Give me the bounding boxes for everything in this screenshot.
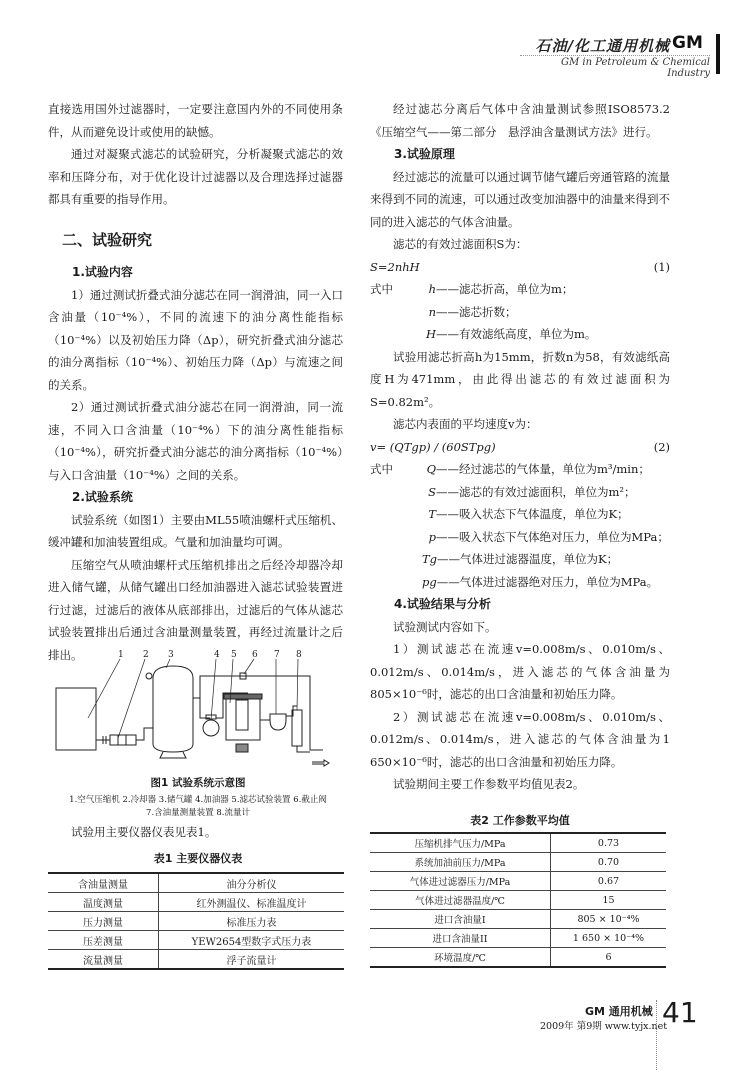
paragraph: 经过滤芯分离后气体中含油量测试参照ISO8573.2《压缩空气——第二部分 悬浮油含量测试方法》进行。 [370, 102, 670, 139]
table-row [370, 948, 666, 968]
table-row [48, 912, 344, 931]
header-divider [520, 55, 710, 56]
table-row [370, 833, 666, 853]
subsection-heading: 1.试验内容 [72, 265, 133, 279]
table-cell: 气体进过滤器压力/MPa [370, 872, 551, 891]
formula-number: (2) [653, 439, 670, 454]
symbol: S [428, 484, 436, 499]
formula-text: S=2nhH [370, 259, 420, 274]
table1 [48, 872, 344, 970]
page-number: 41 [662, 996, 698, 1029]
definition: ——滤芯折数； [436, 304, 517, 319]
table-row [370, 891, 666, 910]
table1-title: 表1 主要仪器仪表 [153, 852, 243, 865]
paragraph: 试验期间主要工作参数平均值见表2。 [393, 777, 585, 791]
where-label: 式中 [370, 282, 393, 296]
filter-housing [226, 696, 260, 740]
paragraph: 试验系统（如图1）主要由ML55喷油螺杆式压缩机、缓冲罐和加油装置组成。气量和加油量均可调。 [48, 512, 343, 549]
diagram-label: 4 [214, 650, 220, 660]
symbol: n [428, 304, 436, 319]
table-cell: 环境温度/℃ [370, 948, 551, 968]
table-cell: 15 [551, 891, 667, 910]
diagram-label: 3 [168, 650, 174, 660]
diagram-label: 2 [143, 650, 149, 660]
diagram-label: 5 [231, 650, 237, 660]
subsection-heading: 3.试验原理 [394, 147, 455, 161]
table-cell: 805 × 10⁻⁴% [551, 910, 667, 929]
diagram-label: 1 [118, 650, 124, 660]
paragraph: 滤芯的有效过滤面积S为： [393, 237, 528, 251]
table-cell: 气体进过滤器温度/℃ [370, 891, 551, 910]
table-row [370, 929, 666, 948]
table-row [48, 873, 344, 893]
journal-title-cn: 石油/化工通用机械 [535, 37, 670, 55]
table2-title: 表2 工作参数平均值 [470, 814, 570, 827]
table2 [370, 832, 666, 968]
table-cell: 1 650 × 10⁻⁴% [551, 929, 667, 948]
oil-meter [270, 714, 286, 730]
right-column [370, 98, 670, 796]
table-cell: 油分分析仪 [159, 873, 345, 893]
table-cell: 浮子流量计 [159, 950, 345, 970]
left-column [48, 98, 343, 666]
table-cell: 压力测量 [48, 912, 159, 931]
table-cell: 系统加油前压力/MPa [370, 853, 551, 872]
table-row [48, 893, 344, 912]
definition: ——经过滤芯的气体量，单位为m³/min； [436, 462, 650, 476]
footer-divider [656, 1000, 657, 1070]
table-cell: YEW2654型数字式压力表 [159, 931, 345, 950]
paragraph: 直接选用国外过滤器时，一定要注意国内外的不同使用条件，从而避免设计或使用的缺憾。 [48, 102, 343, 139]
table-row [370, 853, 666, 872]
table-cell: 红外测温仪、标准温度计 [159, 893, 345, 912]
definition: ——吸入状态下气体绝对压力，单位为MPa； [436, 529, 669, 544]
section-heading: 二、试验研究 [62, 230, 153, 249]
diagram-label: 7 [274, 650, 280, 660]
table-cell: 压缩机排气压力/MPa [370, 833, 551, 853]
formula-text: v= (QTgp) / (60STpg) [370, 439, 496, 454]
diagram-label: 6 [252, 650, 258, 660]
symbol: Tg [422, 552, 438, 566]
header-bar [716, 34, 720, 74]
definition: ——气体进过滤器绝对压力，单位为MPa。 [436, 574, 659, 589]
table-cell: 压差测量 [48, 931, 159, 950]
air-tank [153, 666, 193, 752]
symbol: h [428, 282, 436, 296]
cooler [110, 735, 136, 745]
symbol: p [428, 529, 436, 544]
figure-legend-line: 1.空气压缩机 2.冷却器 3.储气罐 4.加油器 5.滤芯试验装置 6.截止阀 [69, 795, 327, 805]
symbol: Q [426, 462, 436, 476]
where-label: 式中 [370, 462, 393, 476]
definition: ——吸入状态下气体温度，单位为K； [436, 507, 629, 521]
figure-legend [48, 794, 348, 820]
definition: ——滤芯折高，单位为m； [436, 282, 574, 296]
paragraph: 通过对凝聚式滤芯的试验研究，分析凝聚式滤芯的效率和压降分布，对于优化设计过滤器以及合理选择过滤器都具有重要的指导作用。 [48, 147, 343, 206]
symbol: H [425, 327, 436, 341]
table-cell: 温度测量 [48, 893, 159, 912]
table-cell: 0.70 [551, 853, 667, 872]
figure-legend-line: 7.含油量测量装置 8.流量计 [146, 808, 250, 818]
table-row [48, 950, 344, 970]
symbol: pg [422, 574, 437, 589]
table-row [48, 931, 344, 950]
paragraph: 经过滤芯的流量可以通过调节储气罐后旁通管路的流量来得到不同的流速，可以通过改变加油器中的油量来得到不同的进入滤芯的气体含油量。 [370, 169, 670, 229]
footer-logo: GM 通用机械 [585, 1005, 653, 1018]
diagram-label: 8 [296, 650, 302, 660]
formula-1 [370, 256, 670, 279]
definition: ——有效滤纸高度，单位为m。 [436, 327, 597, 341]
table-cell: 0.73 [551, 833, 667, 853]
test-system-diagram [48, 648, 348, 770]
subsection-heading: 2.试验系统 [72, 490, 133, 504]
subsection-heading: 4.试验结果与分析 [394, 597, 491, 611]
journal-logo: GM [672, 33, 703, 53]
figure-caption: 图1 试验系统示意图 [150, 777, 246, 789]
paragraph: 1）通过测试折叠式油分滤芯在同一润滑油，同一入口含油量（10⁻⁴%），不同的流速下的油分离性能指标（10⁻⁴%）以及初始压力降（Δp），研究折叠式油分滤芯的油分离指标（10⁻⁴%）、初始压力降（Δp）与流速之间的关系。 [48, 287, 343, 392]
table-cell: 流量测量 [48, 950, 159, 970]
table-cell: 进口含油量II [370, 929, 551, 948]
symbol: T [428, 507, 436, 521]
table-cell: 含油量测量 [48, 873, 159, 893]
table-cell: 标准压力表 [159, 912, 345, 931]
definition: ——滤芯的有效过滤面积，单位为m²； [436, 484, 636, 499]
paragraph: 1）测试滤芯在流速v=0.008m/s、0.010m/s、0.012m/s、0.014m/s，进入滤芯的气体含油量为805×10⁻⁶时，滤芯的出口含油量和初始压力降。 [370, 642, 670, 701]
paragraph: 滤芯内表面的平均速度v为： [393, 417, 538, 431]
journal-title-en: GM in Petroleum & Chemical Industry [561, 57, 710, 79]
paragraph: 2）测试滤芯在流速v=0.008m/s、0.010m/s、0.012m/s、0.014m/s，进入滤芯的气体含油量为1 650×10⁻⁶时，滤芯的出口含油量和初始压力降。 [370, 709, 670, 769]
table-row [370, 872, 666, 891]
footer-issue: 2009年 第9期 www.tyjx.net [540, 1021, 668, 1032]
table-cell: 进口含油量I [370, 910, 551, 929]
table-cell: 6 [551, 948, 667, 968]
table1-lead: 试验用主要仪器仪表见表1。 [71, 825, 217, 839]
paragraph: 压缩空气从喷油螺杆式压缩机排出之后经冷却器冷却进入储气罐，从储气罐出口经加油器进入滤芯试验装置进行过滤，过滤后的液体从底部排出，过滤后的气体从滤芯试验装置排出后通过含油量测量装置，再经过流量计之后排出。 [48, 557, 343, 662]
table-cell: 0.67 [551, 872, 667, 891]
table-row [370, 910, 666, 929]
formula-number: (1) [653, 259, 670, 274]
paragraph: 2）通过测试折叠式油分滤芯在同一润滑油，同一流速，不同入口含油量（10⁻⁴%）下的油分离性能指标（10⁻⁴%），研究折叠式油分滤芯的油分离指标（10⁻⁴%）与入口含油量（10⁻⁴%）之间的关系。 [48, 400, 343, 482]
formula-2 [370, 436, 670, 459]
paragraph: 试验测试内容如下。 [393, 619, 497, 634]
compressor-box [56, 688, 96, 750]
oiler [203, 720, 219, 736]
definition: ——气体进过滤器温度，单位为K； [437, 552, 619, 566]
paragraph: 试验用滤芯折高h为15mm，折数n为58，有效滤纸高度H为471mm，由此得出滤芯的有效过滤面积为S=0.82m²。 [370, 349, 670, 409]
